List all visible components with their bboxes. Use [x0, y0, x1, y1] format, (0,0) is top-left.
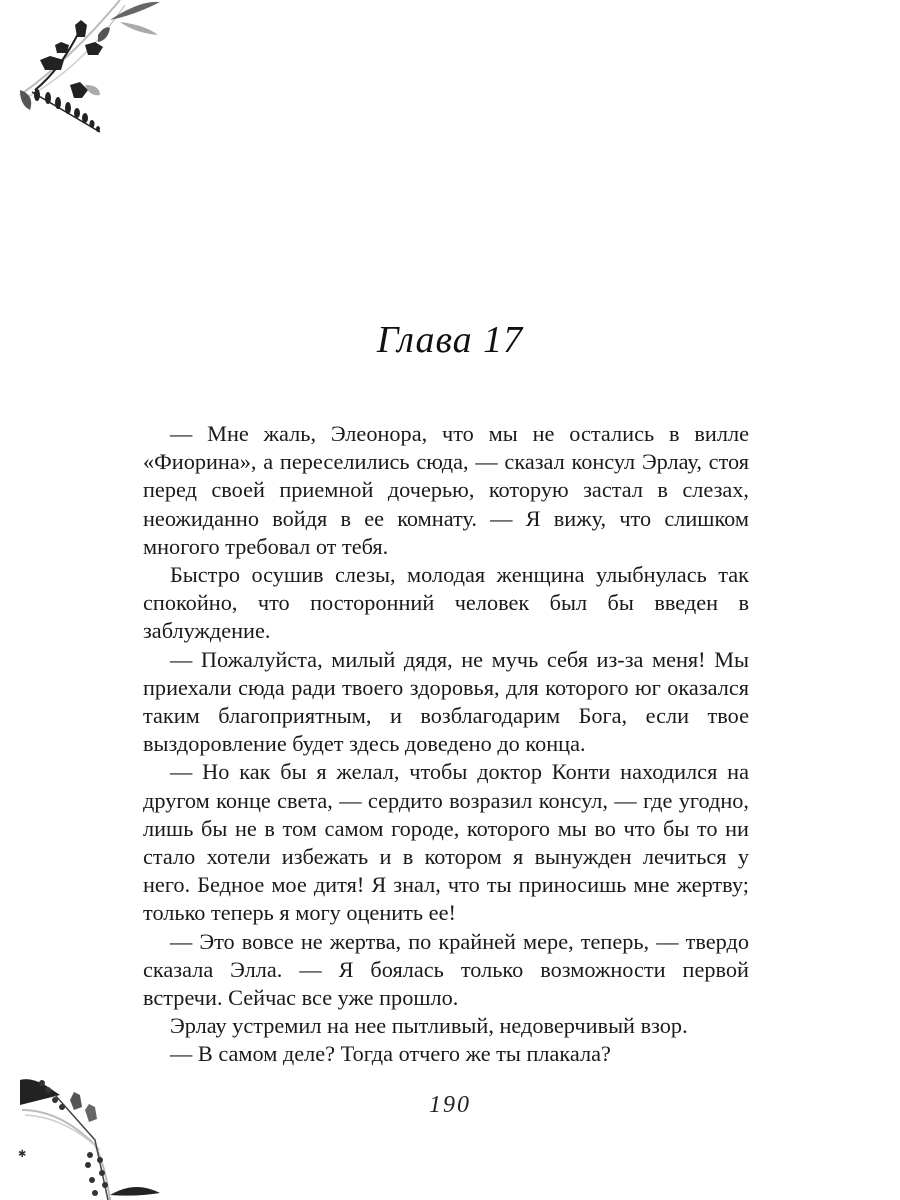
paragraph: Быстро осушив слезы, молодая женщина улыбнулась так спокойно, что посторонний человек был бы введен в заблуждение. — [143, 562, 749, 644]
floral-decoration-top-icon — [0, 0, 170, 140]
svg-text:✱: ✱ — [18, 1149, 27, 1160]
paragraph: — Но как бы я желал, чтобы доктор Конти находился на другом конце света, — сердито возразил консул, — где угодно, лишь бы не в том самом городе, которого мы во что бы то ни стало хотели избежать и в котором я вынужден лечиться у него. Бедное мое дитя! Я знал, что ты приносишь мне жертву; только теперь я могу оценить ее! — [143, 759, 749, 926]
chapter-title: Глава 17 — [376, 319, 524, 361]
paragraph: Эрлау устремил на нее пытливый, недоверчивый взор. — [170, 1013, 688, 1039]
paragraph: — Пожалуйста, милый дядя, не мучь себя из-за меня! Мы приехали сюда ради твоего здоровья, для которого юг оказался таким благоприятным, и возблагодарим Бога, если твое выздоровление будет здесь доведено до конца. — [143, 646, 749, 757]
body-text — [143, 420, 749, 1069]
paragraph: — Это вовсе не жертва, по крайней мере, теперь, — твердо сказала Элла. — Я боялась только возможности первой встречи. Сейчас все уже прошло. — [143, 928, 749, 1011]
floral-decoration-bottom-icon — [0, 1065, 175, 1200]
page-number: 190 — [429, 1092, 471, 1118]
paragraph: — Мне жаль, Элеонора, что мы не остались в вилле «Фиорина», а переселились сюда, — сказал консул Эрлау, стоя перед своей приемной дочерью, которую застал в слезах, неожиданно войдя в ее комнату. — Я вижу, что слишком многого требовал от тебя. — [143, 421, 749, 559]
paragraph: — В самом деле? Тогда отчего же ты плакала? — [170, 1041, 611, 1067]
